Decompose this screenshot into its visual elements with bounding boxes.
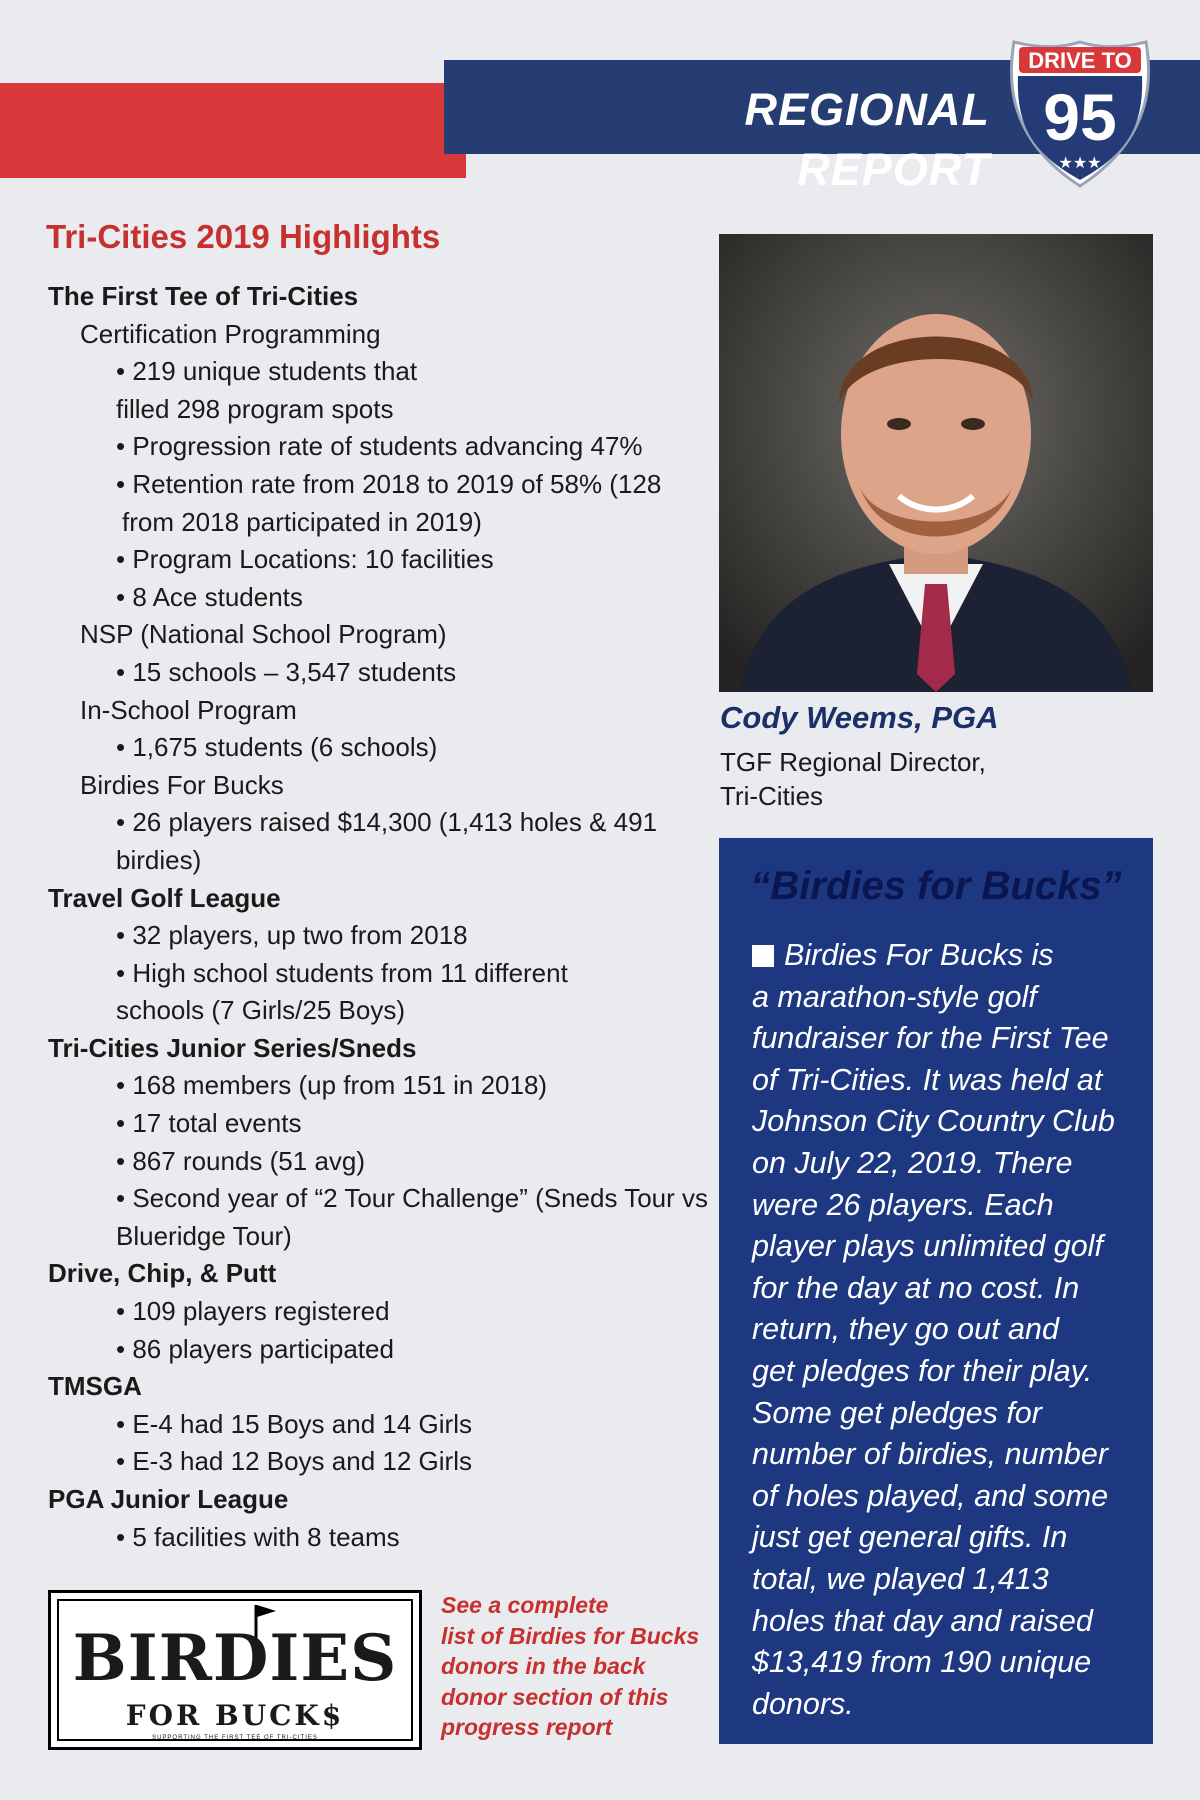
birdies-box-line: $13,419 from 190 unique: [752, 1645, 1092, 1680]
birdies-box-line: on July 22, 2019. There: [752, 1145, 1073, 1180]
donor-note-line: See a complete: [441, 1592, 609, 1618]
subsection-heading: In-School Program: [80, 694, 297, 725]
director-role: [720, 745, 986, 813]
list-item: • 1,675 students (6 schools): [116, 732, 438, 763]
birdies-box-line: number of birdies, number: [752, 1437, 1109, 1472]
list-item: from 2018 participated in 2019): [122, 506, 482, 537]
shield-top-text: DRIVE TO: [1028, 48, 1132, 73]
list-item: schools (7 Girls/25 Boys): [116, 995, 405, 1026]
birdies-box-line: Birdies For Bucks is: [752, 935, 1148, 977]
birdies-box-line: fundraiser for the First Tee: [752, 1021, 1109, 1056]
shield-number: 95: [1043, 80, 1117, 154]
drive-to-95-shield-logo: [1006, 38, 1154, 190]
donor-note-line: progress report: [441, 1714, 613, 1740]
highlights-title: Tri-Cities 2019 Highlights: [46, 218, 441, 255]
birdies-box-line: were 26 players. Each: [752, 1187, 1054, 1222]
birdies-box-title: “Birdies for Bucks”: [750, 864, 1122, 908]
highlights-list: [48, 278, 708, 1556]
list-item: • 168 members (up from 151 in 2018): [116, 1070, 548, 1101]
subsection-heading: Birdies For Bucks: [80, 769, 284, 800]
square-bullet-icon: [752, 945, 774, 967]
birdies-box-line: Some get pledges for: [752, 1395, 1042, 1430]
subsection-heading: NSP (National School Program): [80, 619, 447, 650]
section-heading: The First Tee of Tri-Cities: [48, 281, 359, 311]
birdies-box-line: of holes played, and some: [752, 1478, 1109, 1513]
director-role-line: TGF Regional Director,: [720, 747, 986, 777]
list-item: • 32 players, up two from 2018: [116, 920, 468, 951]
birdies-box-line: player plays unlimited golf: [752, 1229, 1103, 1264]
page-title: REGIONAL REPORT: [744, 84, 990, 195]
birdies-box-line: of Tri-Cities. It was held at: [752, 1062, 1103, 1097]
list-item: • E-3 had 12 Boys and 12 Girls: [116, 1446, 472, 1477]
birdies-box-line: get pledges for their play.: [752, 1353, 1093, 1388]
logo-birdies-text: BIRDIES: [72, 1621, 398, 1696]
list-item: • Progression rate of students advancing 47%: [116, 431, 643, 462]
birdies-box-line: just get general gifts. In: [752, 1520, 1068, 1555]
birdies-box-line: return, they go out and: [752, 1312, 1059, 1347]
birdies-box-line: total, we played 1,413: [752, 1561, 1049, 1596]
list-item: • 15 schools – 3,547 students: [116, 656, 457, 687]
list-item: • 5 facilities with 8 teams: [116, 1521, 400, 1552]
donor-note-line: donors in the back: [441, 1653, 646, 1679]
director-name: Cody Weems, PGA: [720, 700, 999, 735]
logo-frame: [57, 1599, 413, 1741]
list-item: Blueridge Tour): [116, 1220, 292, 1251]
section-heading: Drive, Chip, & Putt: [48, 1258, 277, 1289]
birdies-box-line: donors.: [752, 1686, 854, 1721]
list-item: filled 298 program spots: [116, 393, 394, 424]
list-item: • E-4 had 15 Boys and 14 Girls: [116, 1408, 472, 1439]
director-role-line: Tri-Cities: [720, 781, 824, 811]
list-item: • Second year of “2 Tour Challenge” (Sneds Tour vs: [116, 1183, 709, 1214]
birdies-box-line: for the day at no cost. In: [752, 1270, 1080, 1305]
logo-tagline: SUPPORTING THE FIRST TEE OF TRI-CITIES: [152, 1735, 318, 1741]
header-red-band: [0, 83, 466, 178]
donor-note-line: donor section of this: [441, 1683, 669, 1710]
list-item: • 219 unique students that: [116, 356, 418, 387]
section-heading: Tri-Cities Junior Series/Sneds: [48, 1032, 417, 1063]
list-item: birdies): [116, 844, 202, 875]
birdies-for-bucks-box: [719, 838, 1153, 1744]
birdies-box-text: [752, 935, 1148, 1725]
list-item: • 17 total events: [116, 1108, 302, 1139]
birdies-box-line: a marathon-style golf: [752, 979, 1037, 1014]
birdies-box-line: holes that day and raised: [752, 1603, 1093, 1638]
director-portrait-photo: [719, 234, 1153, 692]
logo-for-bucks-text: FOR BUCK$: [125, 1699, 345, 1732]
donor-note: [441, 1590, 711, 1743]
subsection-heading: Certification Programming: [80, 318, 381, 349]
section-heading: Travel Golf League: [48, 882, 281, 913]
list-item: • 8 Ace students: [116, 581, 303, 612]
list-item: • 26 players raised $14,300 (1,413 holes & 491: [116, 807, 658, 838]
birdies-for-bucks-logo: [48, 1590, 422, 1750]
donor-note-line: list of Birdies for Bucks: [441, 1622, 700, 1649]
shield-stars-icon: ★★★: [1058, 153, 1102, 172]
list-item: • 109 players registered: [116, 1296, 390, 1327]
list-item: • Program Locations: 10 facilities: [116, 544, 494, 575]
list-item: • High school students from 11 different: [116, 957, 568, 988]
section-heading: TMSGA: [48, 1371, 142, 1402]
list-item: • 86 players participated: [116, 1333, 394, 1364]
list-item: • 867 rounds (51 avg): [116, 1145, 366, 1176]
list-item: • Retention rate from 2018 to 2019 of 58% (128: [116, 468, 662, 499]
section-heading: PGA Junior League: [48, 1484, 289, 1514]
birdies-box-line: Johnson City Country Club: [752, 1104, 1115, 1139]
